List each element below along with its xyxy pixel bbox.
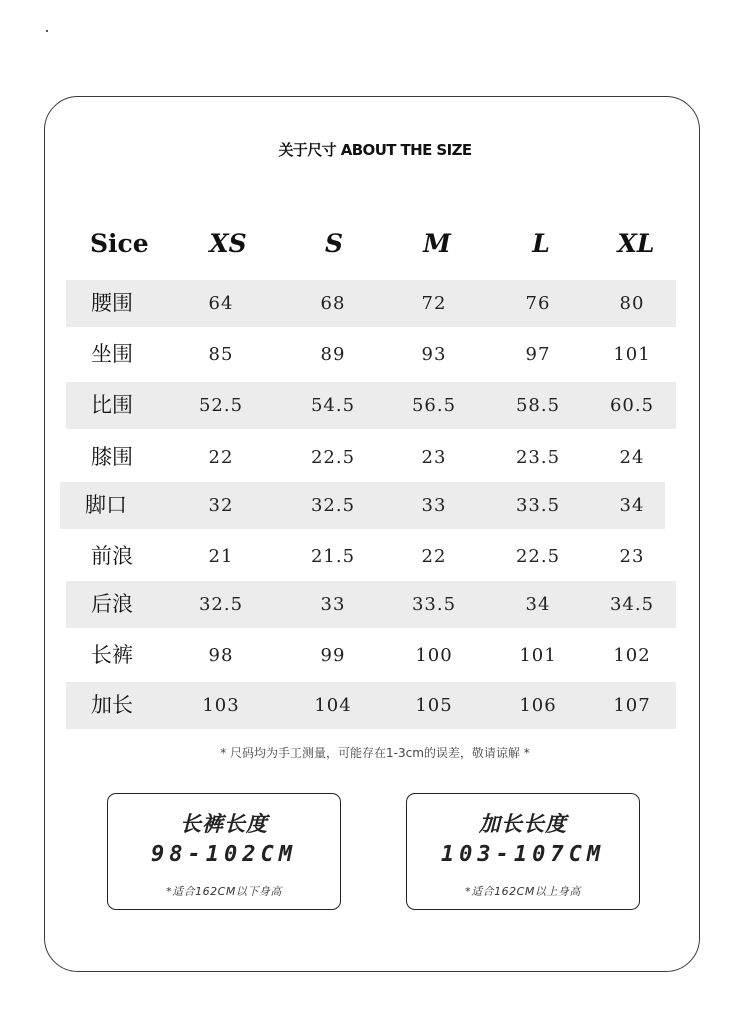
table-cell: 22.5 — [515, 546, 561, 567]
table-cell: 105 — [415, 695, 453, 716]
regular-length-title: 长裤长度 — [180, 812, 268, 836]
extended-length-title: 加长长度 — [479, 812, 567, 836]
table-cell: 33 — [421, 495, 447, 516]
regular-length-note: *适合162CM以下身高 — [166, 885, 282, 898]
extended-length-box — [406, 793, 640, 910]
page-title: 关于尺寸 ABOUT THE SIZE — [278, 141, 472, 159]
header-size-xl: XL — [617, 229, 655, 258]
table-cell: 23 — [619, 546, 645, 567]
row-label: 比围 — [91, 393, 133, 417]
table-cell: 102 — [613, 645, 651, 666]
table-cell: 99 — [320, 645, 346, 666]
row-label: 长裤 — [91, 643, 133, 667]
decorative-dot — [46, 30, 48, 32]
table-cell: 22 — [208, 447, 234, 468]
table-cell: 32.5 — [198, 594, 244, 615]
header-label: Sice — [90, 229, 149, 258]
table-row — [66, 533, 676, 580]
table-cell: 103 — [202, 695, 240, 716]
table-cell: 101 — [519, 645, 557, 666]
table-row — [66, 682, 676, 729]
table-cell: 98 — [208, 645, 234, 666]
table-row — [60, 482, 665, 529]
row-label: 腰围 — [91, 291, 133, 315]
table-cell: 52.5 — [198, 395, 244, 416]
table-row — [66, 581, 676, 628]
table-cell: 76 — [525, 293, 551, 314]
header-size-s: S — [324, 229, 344, 258]
header-size-m: M — [423, 229, 451, 258]
header-size-xs: XS — [209, 229, 247, 258]
table-cell: 54.5 — [310, 395, 356, 416]
row-label: 坐围 — [91, 342, 133, 366]
table-cell: 72 — [421, 293, 447, 314]
table-cell: 33.5 — [411, 594, 457, 615]
table-cell: 64 — [208, 293, 234, 314]
table-cell: 34 — [525, 594, 551, 615]
table-cell: 23.5 — [515, 447, 561, 468]
table-cell: 100 — [415, 645, 453, 666]
row-label: 前浪 — [91, 544, 133, 568]
table-cell: 107 — [613, 695, 651, 716]
table-cell: 68 — [320, 293, 346, 314]
regular-length-box — [107, 793, 341, 910]
table-row — [66, 382, 676, 429]
table-cell: 24 — [619, 447, 645, 468]
table-cell: 97 — [525, 344, 551, 365]
size-table-header — [66, 222, 676, 266]
table-cell: 23 — [421, 447, 447, 468]
row-label: 后浪 — [91, 592, 133, 616]
table-cell: 33 — [320, 594, 346, 615]
table-cell: 93 — [421, 344, 447, 365]
table-cell: 21.5 — [310, 546, 356, 567]
row-label: 加长 — [91, 693, 133, 717]
extended-length-note: *适合162CM以上身高 — [465, 885, 581, 898]
table-cell: 56.5 — [411, 395, 457, 416]
table-row — [66, 632, 676, 679]
table-cell: 101 — [613, 344, 651, 365]
table-row — [66, 280, 676, 327]
row-label: 膝围 — [91, 445, 133, 469]
table-cell: 34.5 — [609, 594, 655, 615]
extended-length-range: 103-107CM — [440, 842, 606, 867]
table-cell: 34 — [619, 495, 645, 516]
table-cell: 80 — [619, 293, 645, 314]
table-cell: 60.5 — [609, 395, 655, 416]
measurement-note: * 尺码均为手工测量，可能存在1-3cm的误差，敬请谅解 * — [220, 746, 530, 760]
table-cell: 22.5 — [310, 447, 356, 468]
table-cell: 32.5 — [310, 495, 356, 516]
table-cell: 22 — [421, 546, 447, 567]
table-cell: 85 — [208, 344, 234, 365]
table-row — [66, 434, 676, 481]
table-row — [66, 331, 676, 378]
table-cell: 104 — [314, 695, 352, 716]
table-cell: 32 — [208, 495, 234, 516]
row-label: 脚口 — [85, 493, 127, 517]
table-cell: 106 — [519, 695, 557, 716]
table-cell: 21 — [208, 546, 234, 567]
regular-length-range: 98-102CM — [151, 842, 297, 867]
table-cell: 33.5 — [515, 495, 561, 516]
table-cell: 58.5 — [515, 395, 561, 416]
table-cell: 89 — [320, 344, 346, 365]
header-size-l: L — [532, 229, 550, 258]
